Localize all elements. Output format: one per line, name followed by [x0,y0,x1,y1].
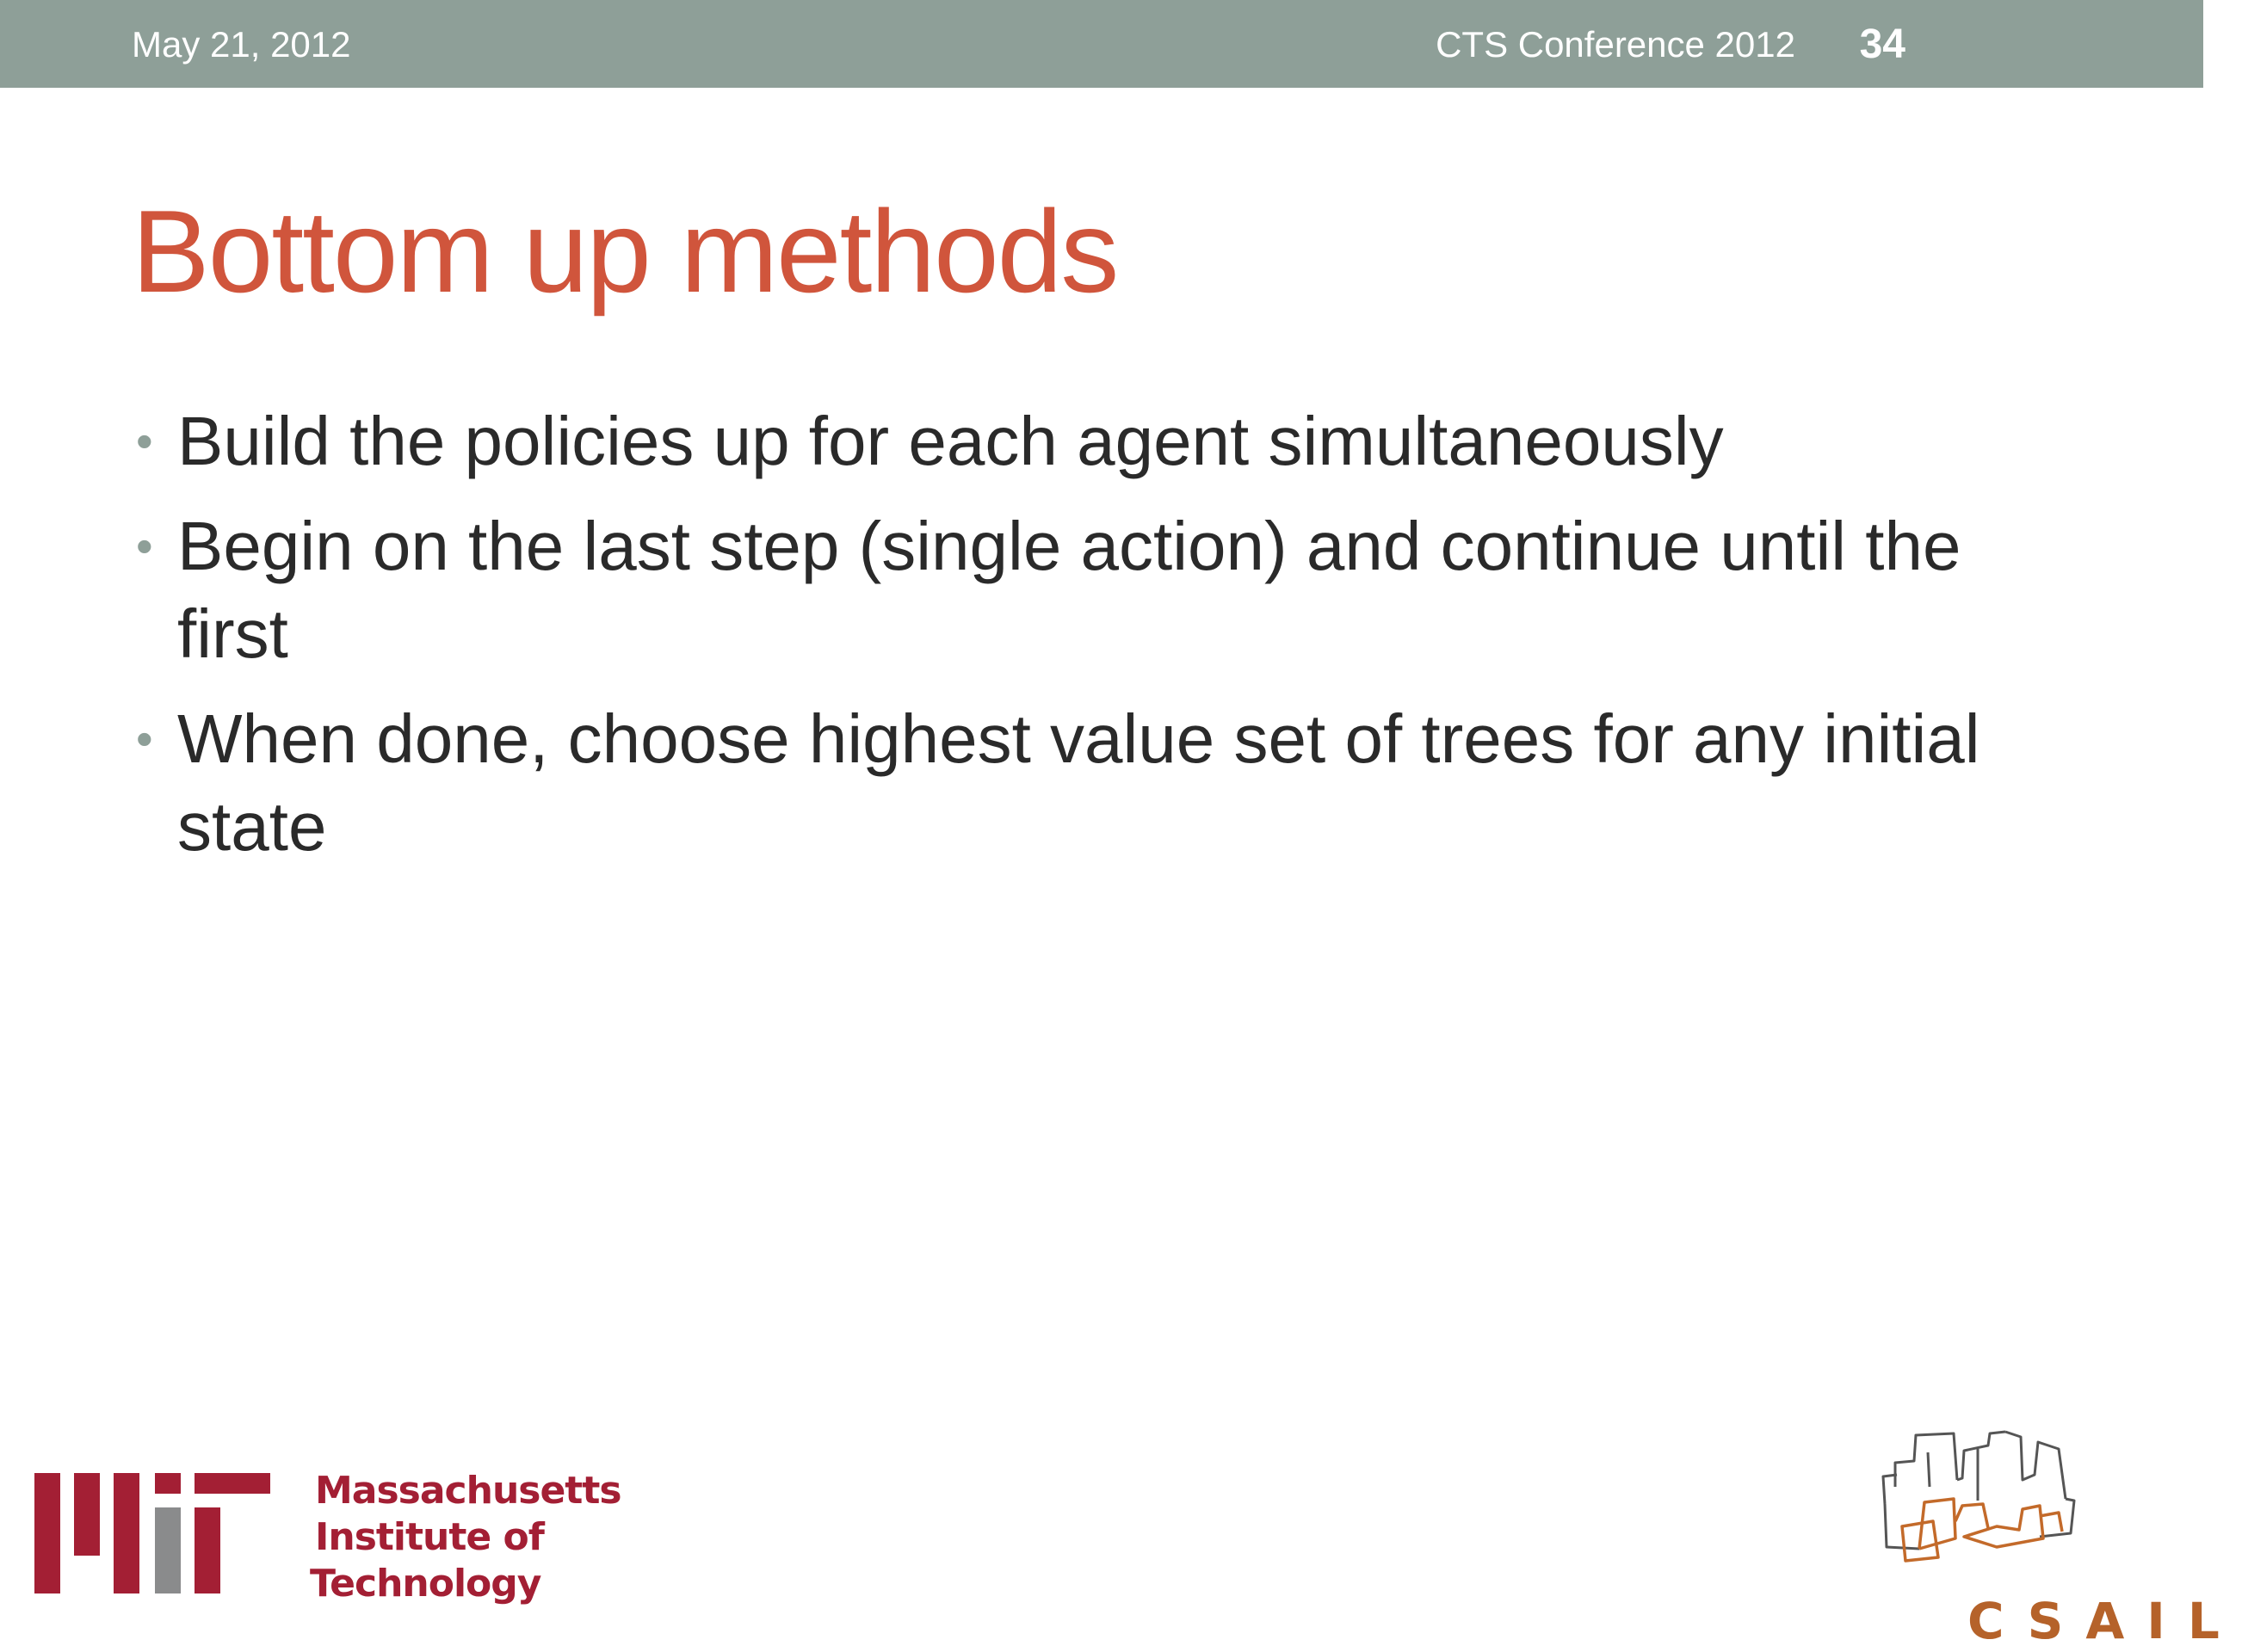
mit-line: Institute of [315,1515,544,1559]
bullet-dot-icon: • [136,712,153,766]
slide-date: May 21, 2012 [132,24,351,65]
slide-title: Bottom up methods [132,186,1118,317]
slide-number: 34 [1859,22,1905,67]
conference-name: CTS Conference 2012 [1436,24,1795,65]
mit-line: Massachusetts [315,1469,621,1513]
bullet-dot-icon: • [136,519,153,573]
bullet-text: Begin on the last step (single action) and continue until the first [177,508,1961,672]
header-bar [0,0,2203,88]
csail-wordmark: CSAIL [1967,1592,2242,1650]
bullet-item [129,502,2005,678]
bullet-item [129,398,2005,485]
bullet-dot-icon: • [136,414,153,468]
bullet-item [129,695,2005,871]
csail-logo-icon [1868,1427,2160,1599]
mit-line: Technology [310,1562,541,1606]
bullet-text: Build the policies up for each agent simultaneously [177,403,1724,479]
bullet-text: When done, choose highest value set of trees for any initial state [177,700,1980,865]
bullet-list [129,398,2005,888]
mit-wordmark [310,1468,621,1607]
